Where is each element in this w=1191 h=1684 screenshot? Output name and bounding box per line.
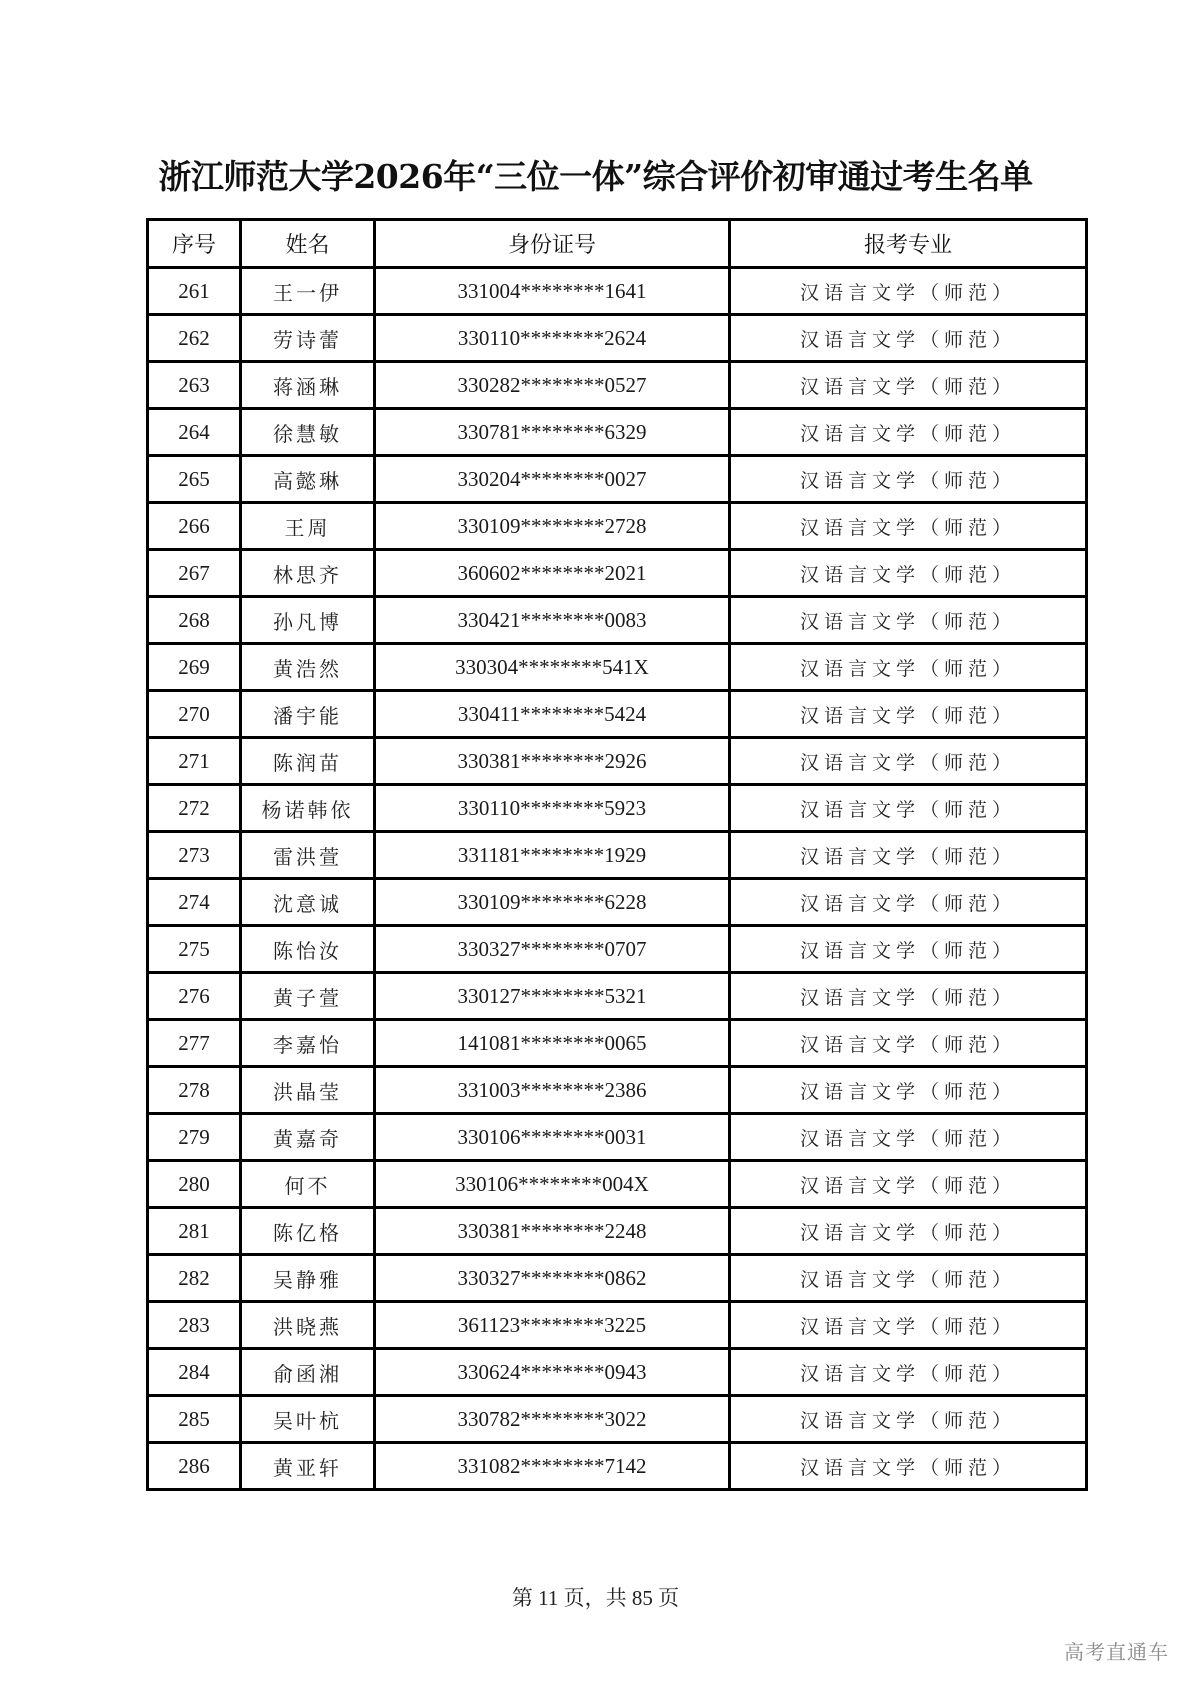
cell-id-number: 330110********2624 — [375, 315, 730, 362]
cell-major: 汉语言文学（师范） — [730, 1349, 1087, 1396]
cell-serial-number: 266 — [148, 503, 241, 550]
cell-major: 汉语言文学（师范） — [730, 268, 1087, 315]
cell-major: 汉语言文学（师范） — [730, 597, 1087, 644]
cell-name: 黄亚轩 — [241, 1443, 375, 1490]
cell-major: 汉语言文学（师范） — [730, 362, 1087, 409]
cell-major: 汉语言文学（师范） — [730, 409, 1087, 456]
table-row — [148, 456, 1087, 503]
table-row — [148, 832, 1087, 879]
table-row — [148, 1396, 1087, 1443]
cell-serial-number: 264 — [148, 409, 241, 456]
cell-id-number: 330110********5923 — [375, 785, 730, 832]
table-body — [148, 268, 1087, 1490]
cell-id-number: 330381********2248 — [375, 1208, 730, 1255]
cell-id-number: 330204********0027 — [375, 456, 730, 503]
table-row — [148, 409, 1087, 456]
cell-major: 汉语言文学（师范） — [730, 456, 1087, 503]
cell-id-number: 330109********6228 — [375, 879, 730, 926]
cell-serial-number: 278 — [148, 1067, 241, 1114]
cell-major: 汉语言文学（师范） — [730, 503, 1087, 550]
cell-id-number: 331181********1929 — [375, 832, 730, 879]
cell-serial-number: 276 — [148, 973, 241, 1020]
table-row — [148, 1161, 1087, 1208]
cell-major: 汉语言文学（师范） — [730, 738, 1087, 785]
cell-id-number: 361123********3225 — [375, 1302, 730, 1349]
cell-name: 陈怡汝 — [241, 926, 375, 973]
cell-major: 汉语言文学（师范） — [730, 926, 1087, 973]
cell-name: 蒋涵琳 — [241, 362, 375, 409]
table-row — [148, 691, 1087, 738]
cell-major: 汉语言文学（师范） — [730, 315, 1087, 362]
cell-id-number: 330781********6329 — [375, 409, 730, 456]
table-row — [148, 738, 1087, 785]
cell-name: 洪晓燕 — [241, 1302, 375, 1349]
cell-id-number: 330106********004X — [375, 1161, 730, 1208]
cell-serial-number: 268 — [148, 597, 241, 644]
cell-id-number: 360602********2021 — [375, 550, 730, 597]
cell-name: 黄嘉奇 — [241, 1114, 375, 1161]
cell-name: 俞函湘 — [241, 1349, 375, 1396]
page-number-footer: 第 11 页，共 85 页 — [511, 1586, 680, 1610]
cell-name: 何不 — [241, 1161, 375, 1208]
cell-id-number: 330106********0031 — [375, 1114, 730, 1161]
cell-serial-number: 285 — [148, 1396, 241, 1443]
table-row — [148, 1067, 1087, 1114]
table-row — [148, 268, 1087, 315]
table-row — [148, 1349, 1087, 1396]
cell-serial-number: 284 — [148, 1349, 241, 1396]
cell-serial-number: 274 — [148, 879, 241, 926]
cell-id-number: 330421********0083 — [375, 597, 730, 644]
watermark-text: 高考直通车 — [1064, 1640, 1169, 1664]
table-row — [148, 879, 1087, 926]
table-row — [148, 362, 1087, 409]
cell-id-number: 330411********5424 — [375, 691, 730, 738]
table-row — [148, 1255, 1087, 1302]
cell-name: 雷洪萱 — [241, 832, 375, 879]
cell-serial-number: 261 — [148, 268, 241, 315]
table-row — [148, 597, 1087, 644]
candidate-table — [146, 218, 1088, 1491]
cell-id-number: 331004********1641 — [375, 268, 730, 315]
table-row — [148, 926, 1087, 973]
cell-major: 汉语言文学（师范） — [730, 550, 1087, 597]
cell-serial-number: 277 — [148, 1020, 241, 1067]
cell-serial-number: 286 — [148, 1443, 241, 1490]
cell-name: 李嘉怡 — [241, 1020, 375, 1067]
cell-id-number: 330282********0527 — [375, 362, 730, 409]
cell-serial-number: 265 — [148, 456, 241, 503]
column-header-major: 报考专业 — [730, 220, 1087, 268]
page-title: 浙江师范大学2026年“三位一体”综合评价初审通过考生名单 — [158, 157, 1033, 196]
cell-id-number: 330624********0943 — [375, 1349, 730, 1396]
table-row — [148, 315, 1087, 362]
cell-name: 杨诺韩依 — [241, 785, 375, 832]
cell-serial-number: 270 — [148, 691, 241, 738]
table-header-row — [148, 220, 1087, 268]
cell-id-number: 330304********541X — [375, 644, 730, 691]
table-row — [148, 1114, 1087, 1161]
cell-major: 汉语言文学（师范） — [730, 1020, 1087, 1067]
cell-name: 黄浩然 — [241, 644, 375, 691]
cell-name: 黄子萱 — [241, 973, 375, 1020]
cell-major: 汉语言文学（师范） — [730, 879, 1087, 926]
cell-major: 汉语言文学（师范） — [730, 1208, 1087, 1255]
cell-id-number: 330127********5321 — [375, 973, 730, 1020]
cell-id-number: 331082********7142 — [375, 1443, 730, 1490]
cell-major: 汉语言文学（师范） — [730, 1396, 1087, 1443]
cell-major: 汉语言文学（师范） — [730, 1255, 1087, 1302]
cell-name: 高懿琳 — [241, 456, 375, 503]
cell-id-number: 330782********3022 — [375, 1396, 730, 1443]
cell-id-number: 331003********2386 — [375, 1067, 730, 1114]
cell-name: 陈润苗 — [241, 738, 375, 785]
table-header — [148, 220, 1087, 268]
cell-name: 王周 — [241, 503, 375, 550]
cell-serial-number: 271 — [148, 738, 241, 785]
table-row — [148, 1020, 1087, 1067]
cell-major: 汉语言文学（师范） — [730, 644, 1087, 691]
cell-name: 林思齐 — [241, 550, 375, 597]
cell-serial-number: 273 — [148, 832, 241, 879]
cell-name: 孙凡博 — [241, 597, 375, 644]
cell-serial-number: 283 — [148, 1302, 241, 1349]
cell-major: 汉语言文学（师范） — [730, 1302, 1087, 1349]
table-row — [148, 1443, 1087, 1490]
column-header-name: 姓名 — [241, 220, 375, 268]
cell-id-number: 330327********0707 — [375, 926, 730, 973]
cell-serial-number: 280 — [148, 1161, 241, 1208]
cell-major: 汉语言文学（师范） — [730, 1114, 1087, 1161]
cell-id-number: 330109********2728 — [375, 503, 730, 550]
cell-serial-number: 272 — [148, 785, 241, 832]
cell-serial-number: 281 — [148, 1208, 241, 1255]
table-row — [148, 503, 1087, 550]
cell-id-number: 330327********0862 — [375, 1255, 730, 1302]
cell-name: 王一伊 — [241, 268, 375, 315]
cell-major: 汉语言文学（师范） — [730, 973, 1087, 1020]
cell-serial-number: 275 — [148, 926, 241, 973]
cell-major: 汉语言文学（师范） — [730, 691, 1087, 738]
cell-id-number: 141081********0065 — [375, 1020, 730, 1067]
cell-name: 吴静雅 — [241, 1255, 375, 1302]
cell-name: 陈亿格 — [241, 1208, 375, 1255]
cell-id-number: 330381********2926 — [375, 738, 730, 785]
table-row — [148, 550, 1087, 597]
cell-name: 潘宇能 — [241, 691, 375, 738]
cell-name: 沈意诚 — [241, 879, 375, 926]
cell-major: 汉语言文学（师范） — [730, 785, 1087, 832]
column-header-id-number: 身份证号 — [375, 220, 730, 268]
cell-serial-number: 279 — [148, 1114, 241, 1161]
table-row — [148, 973, 1087, 1020]
table-row — [148, 1208, 1087, 1255]
table-row — [148, 644, 1087, 691]
cell-serial-number: 269 — [148, 644, 241, 691]
cell-major: 汉语言文学（师范） — [730, 1161, 1087, 1208]
column-header-serial-number: 序号 — [148, 220, 241, 268]
table-row — [148, 785, 1087, 832]
cell-serial-number: 262 — [148, 315, 241, 362]
cell-name: 徐慧敏 — [241, 409, 375, 456]
cell-serial-number: 282 — [148, 1255, 241, 1302]
cell-serial-number: 267 — [148, 550, 241, 597]
cell-major: 汉语言文学（师范） — [730, 1067, 1087, 1114]
cell-major: 汉语言文学（师范） — [730, 832, 1087, 879]
cell-name: 吴叶杭 — [241, 1396, 375, 1443]
cell-name: 洪晶莹 — [241, 1067, 375, 1114]
cell-name: 劳诗蕾 — [241, 315, 375, 362]
cell-serial-number: 263 — [148, 362, 241, 409]
cell-major: 汉语言文学（师范） — [730, 1443, 1087, 1490]
table-row — [148, 1302, 1087, 1349]
